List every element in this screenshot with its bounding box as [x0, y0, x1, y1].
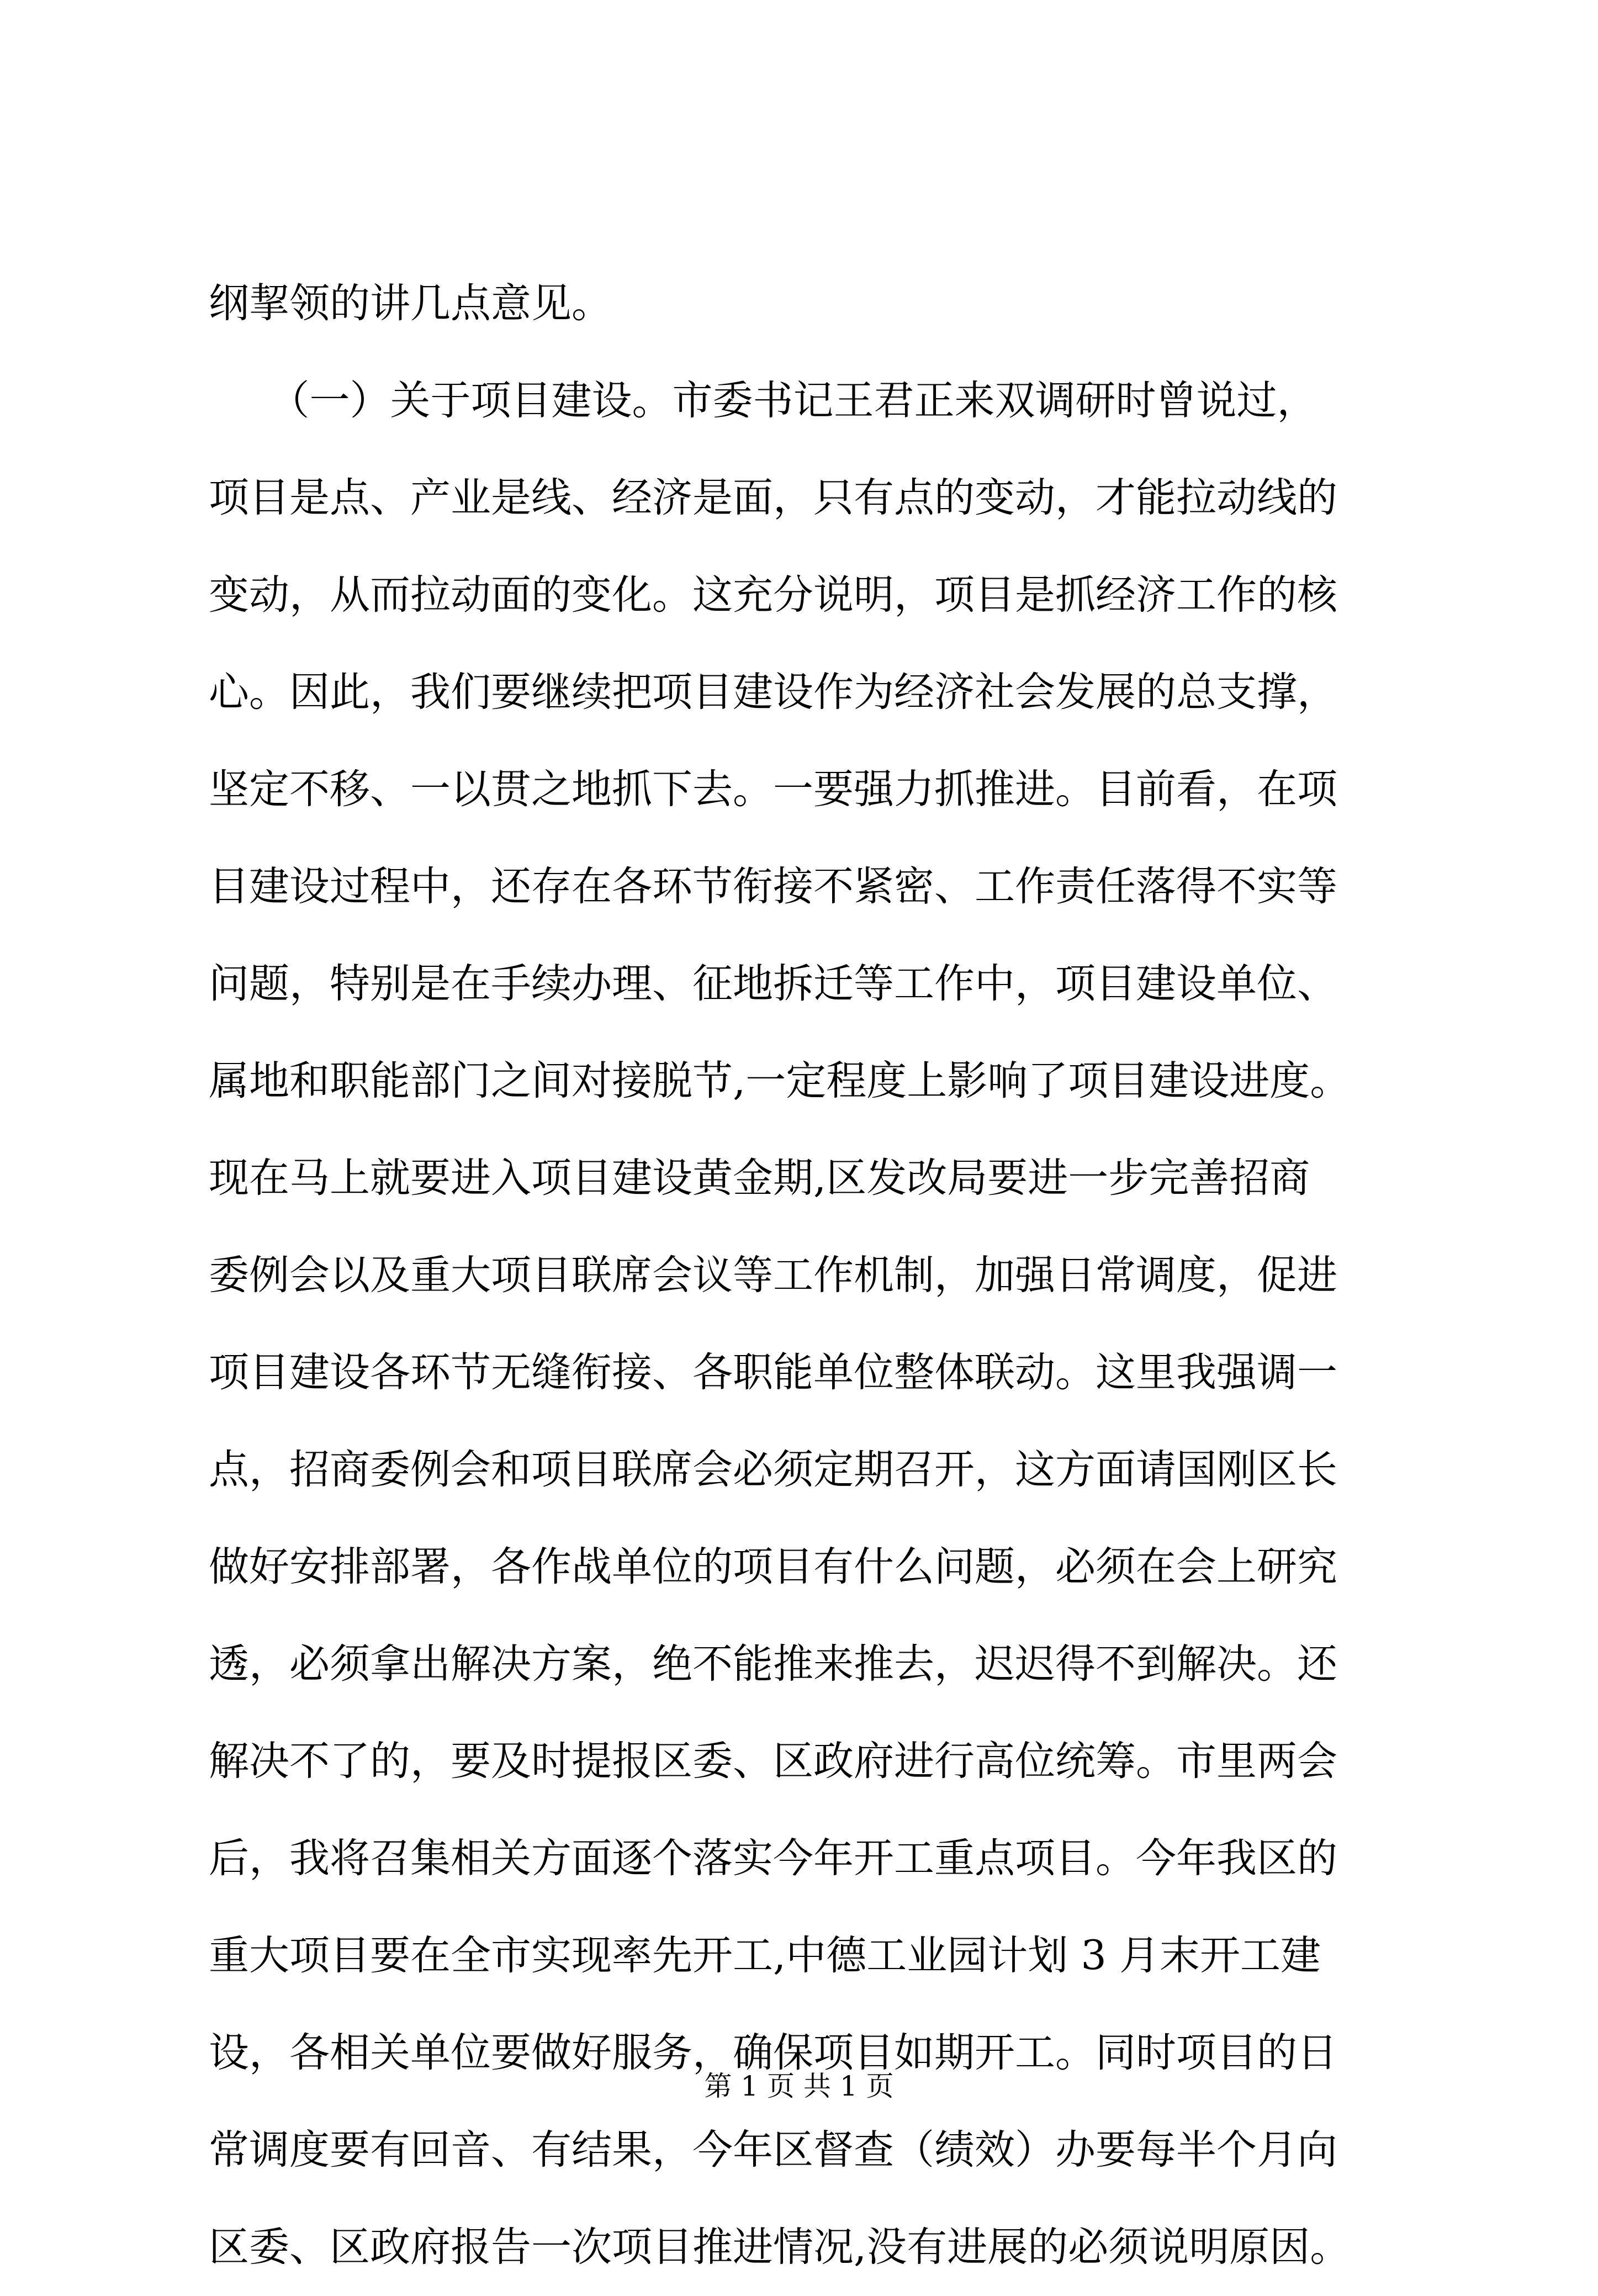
- text-line: 点，招商委例会和项目联席会必须定期召开，这方面请国刚区长: [209, 1446, 1337, 1493]
- text-line: 设，各相关单位要做好服务，确保项目如期开工。同时项目的日: [209, 2029, 1337, 2076]
- text-line: 变动，从而拉动面的变化。这充分说明，项目是抓经济工作的核: [209, 572, 1337, 618]
- text-line: 区委、区政府报告一次项目推进情况,没有进展的必须说明原因。: [209, 2224, 1351, 2271]
- text-line: 重大项目要在全市实现率先开工,中德工业园计划 3 月末开工建: [209, 1932, 1321, 1979]
- text-line: （一）关于项目建设。市委书记王君正来双调研时曾说过，: [209, 377, 1317, 424]
- text-line: 项目是点、产业是线、经济是面，只有点的变动，才能拉动线的: [209, 474, 1337, 521]
- text-line: 坚定不移、一以贯之地抓下去。一要强力抓推进。目前看，在项: [209, 766, 1337, 813]
- text-line: 问题，特别是在手续办理、征地拆迁等工作中，项目建设单位、: [209, 960, 1337, 1007]
- text-line: 项目建设各环节无缝衔接、各职能单位整体联动。这里我强调一: [209, 1349, 1337, 1396]
- text-line: 后，我将召集相关方面逐个落实今年开工重点项目。今年我区的: [209, 1835, 1337, 1882]
- text-line: 属地和职能部门之间对接脱节,一定程度上影响了项目建设进度。: [209, 1057, 1351, 1104]
- text-line: 现在马上就要进入项目建设黄金期,区发改局要进一步完善招商: [209, 1155, 1310, 1202]
- page-number-footer: 第 1 页 共 1 页: [704, 2070, 894, 2102]
- text-line: 常调度要有回音、有结果，今年区督查（绩效）办要每半个月向: [209, 2126, 1337, 2173]
- text-line: 做好安排部署，各作战单位的项目有什么问题，必须在会上研究: [209, 1543, 1337, 1590]
- text-line: 目建设过程中，还存在各环节衔接不紧密、工作责任落得不实等: [209, 863, 1337, 910]
- text-line: 纲挈领的讲几点意见。: [209, 280, 612, 327]
- text-line: 透，必须拿出解决方案，绝不能推来推去，迟迟得不到解决。还: [209, 1641, 1337, 1687]
- body-text: [209, 255, 1412, 2296]
- text-line: 心。因此，我们要继续把项目建设作为经济社会发展的总支撑，: [209, 669, 1337, 716]
- text-line: 解决不了的，要及时提报区委、区政府进行高位统筹。市里两会: [209, 1738, 1337, 1785]
- text-line: 委例会以及重大项目联席会议等工作机制，加强日常调度，促进: [209, 1252, 1337, 1299]
